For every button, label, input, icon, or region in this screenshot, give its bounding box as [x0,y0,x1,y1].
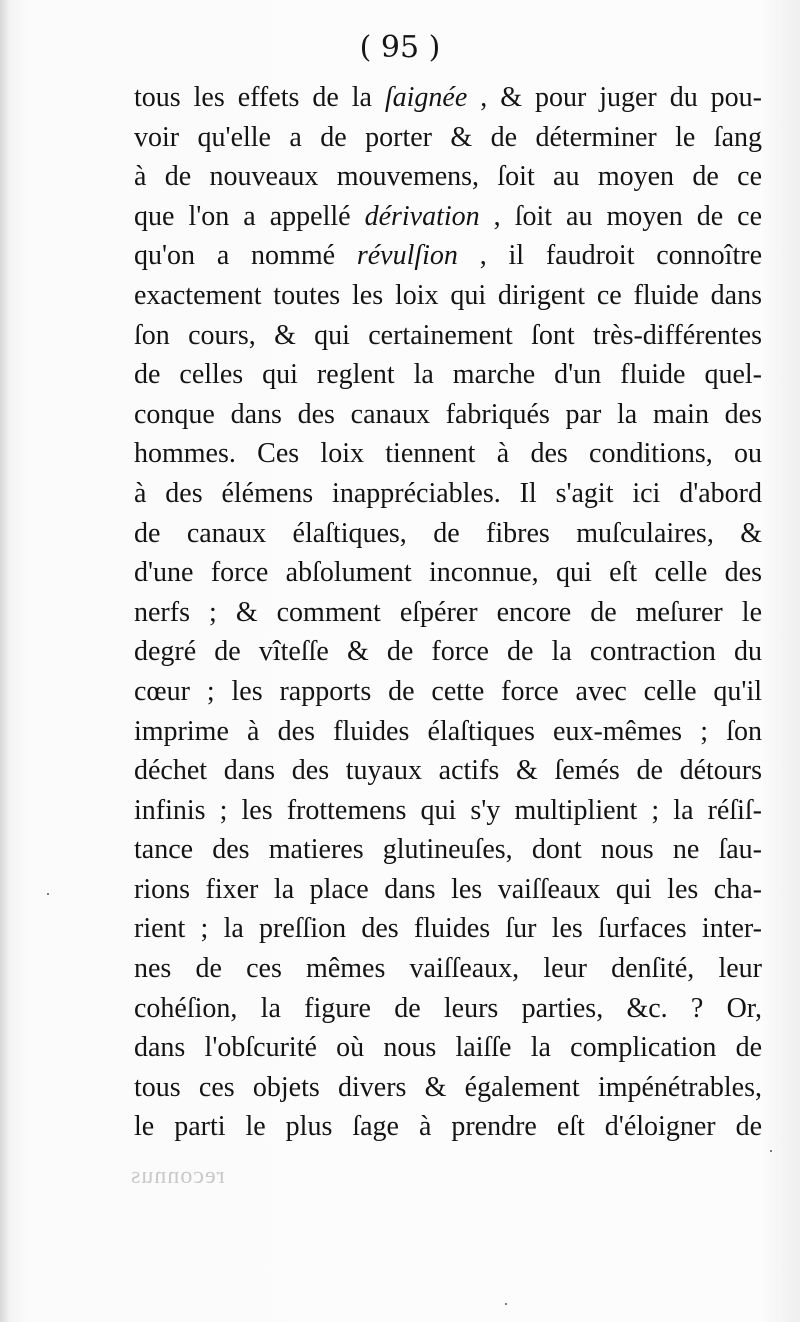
text-line: rions fixer la place dans les vaiſſeaux qui les cha- [134,873,762,905]
text-line: de canaux élaſtiques, de fibres muſculaires, & [134,517,762,549]
text-line: infinis ; les frottemens qui s'y multiplient ; la réſiſ- [134,794,762,826]
text-line: qu'on a nommé révulſion , il faudroit connoître [134,240,762,272]
ink-speck [505,1303,507,1305]
text-line: que l'on a appellé dérivation , ſoit au moyen de ce [134,200,762,232]
text-line: de celles qui reglent la marche d'un fluide quel- [134,359,762,391]
text-line: nes de ces mêmes vaiſſeaux, leur denſité, leur [134,953,762,985]
bleed-through-text: reconnus [130,1163,225,1189]
italic-term: révulſion [356,240,458,272]
text-line: rient ; la preſſion des fluides ſur les ſurfaces inter- [134,913,762,945]
text-line: cœur ; les rapports de cette force avec celle qu'il [134,675,762,707]
text-line: déchet dans des tuyaux actifs & ſemés de détours [134,755,762,787]
text-line: hommes. Ces loix tiennent à des conditions, ou [134,438,762,470]
text-line: ſon cours, & qui certainement ſont très-différentes [134,319,762,351]
text-line: voir qu'elle a de porter & de déterminer le ſang [134,121,762,153]
ink-speck [770,1150,772,1152]
text-line: imprime à des fluides élaſtiques eux-mêmes ; ſon [134,715,762,747]
text-line: nerfs ; & comment eſpérer encore de meſurer le [134,596,762,628]
text-line: cohéſion, la figure de leurs parties, &c. ? Or, [134,992,762,1024]
text-line: d'une force abſolument inconnue, qui eſt celle des [134,557,762,589]
text-line: exactement toutes les loix qui dirigent ce fluide dans [134,279,762,311]
italic-term: ſaignée [384,82,468,113]
text-line: tance des matieres glutineuſes, dont nous ne ſau- [134,834,762,866]
text-line: tous les effets de la ſaignée , & pour juger du pou- [134,82,762,113]
text-line: degré de vîteſſe & de force de la contraction du [134,636,762,668]
text-line: tous ces objets divers & également impénétrables, [134,1071,762,1103]
text-line: à des élémens inappréciables. Il s'agit ici d'abord [134,477,762,509]
ink-speck [47,893,49,895]
text-line: le parti le plus ſage à prendre eſt d'éloigner de [134,1111,762,1143]
page-number: ( 95 ) [359,30,441,65]
text-line: conque dans des canaux fabriqués par la main des [134,398,762,430]
text-line: à de nouveaux mouvemens, ſoit au moyen de ce [134,161,762,193]
italic-term: dérivation [364,200,480,232]
text-line: dans l'obſcurité où nous laiſſe la complication de [134,1032,762,1064]
body-text [134,78,762,1147]
